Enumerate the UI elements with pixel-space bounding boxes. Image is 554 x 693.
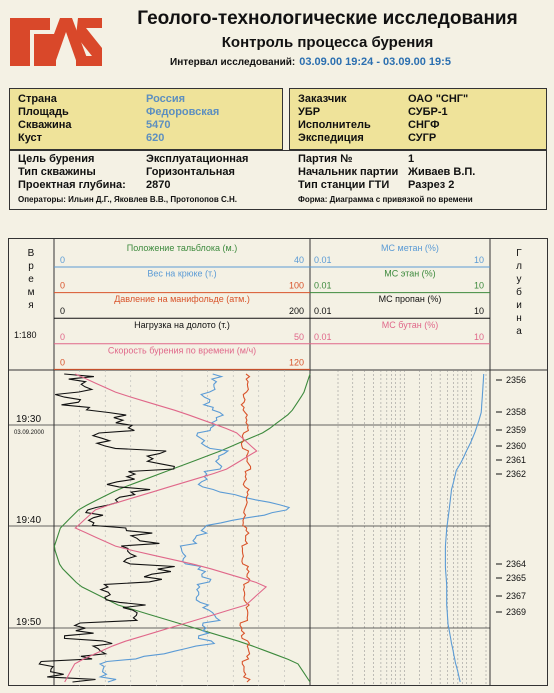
series-methane — [445, 374, 483, 682]
left-track-min: 0 — [60, 280, 66, 291]
depth-tick-label: 2360 — [506, 441, 527, 451]
depth-tick-label: 2364 — [506, 559, 527, 569]
series-drilling-rate — [65, 374, 266, 682]
page-subtitle: Контроль процесса бурения — [221, 34, 434, 51]
left-track-min: 0 — [60, 255, 66, 265]
time-axis-label-char: м — [27, 287, 35, 298]
right-track-title: МС этан (%) — [384, 268, 436, 279]
left-track-title: Нагрузка на долото (т.) — [134, 319, 230, 330]
left-track-min: 0 — [60, 357, 66, 368]
depth-tick-label: 2356 — [506, 375, 527, 385]
right-track-max: 10 — [473, 306, 484, 317]
right-track-min: 0.01 — [314, 255, 332, 265]
right-track-max: 10 — [473, 280, 484, 291]
depth-axis-label-char: Г — [516, 248, 522, 259]
series-bit-load — [39, 374, 174, 682]
time-axis-label-char: я — [28, 300, 34, 311]
time-tick-sublabel: 03.09.2000 — [14, 430, 45, 436]
right-track-title: МС метан (%) — [381, 243, 439, 253]
time-tick-label: 19:40 — [16, 515, 42, 526]
right-track-min: 0.01 — [314, 280, 332, 291]
depth-axis-label-char: у — [516, 274, 522, 285]
depth-tick-label: 2369 — [506, 607, 527, 617]
interval-label: Интервал исследований: — [170, 57, 296, 68]
depth-tick-label: 2361 — [506, 455, 527, 465]
left-track-max: 120 — [288, 357, 304, 368]
left-track-min: 0 — [60, 331, 66, 342]
left-track-title: Давление на манифольде (атм.) — [114, 294, 250, 305]
company-logo — [8, 14, 104, 70]
left-track-title: Скорость бурения по времени (м/ч) — [107, 345, 257, 356]
left-track-max: 40 — [293, 255, 304, 265]
depth-tick-label: 2365 — [506, 573, 527, 583]
depth-axis-label-char: б — [516, 287, 522, 298]
series-hook-weight — [100, 374, 289, 682]
time-axis-label-char: В — [27, 248, 35, 259]
right-track-max: 10 — [473, 255, 484, 265]
right-track-title: МС бутан (%) — [381, 319, 439, 330]
depth-tick-label: 2358 — [506, 407, 527, 417]
right-track-max: 10 — [473, 331, 484, 342]
depth-axis-label-char: л — [516, 261, 522, 272]
depth-tick-label: 2362 — [506, 469, 527, 479]
left-track-max: 50 — [293, 331, 304, 342]
interval-value: 03.09.00 19:24 - 03.09.00 19:5 — [299, 56, 451, 68]
drilling-log-svg — [8, 238, 548, 686]
form-line: Форма: Диаграмма с привязкой по времени — [298, 195, 473, 204]
time-scale-label: 1:180 — [14, 330, 37, 340]
depth-axis-label-char: а — [516, 326, 522, 337]
time-axis-label-char: р — [28, 261, 34, 272]
left-track-max: 100 — [288, 280, 304, 291]
series-manifold-pressure — [240, 374, 251, 682]
left-track-title: Вес на крюке (т.) — [147, 268, 217, 279]
drilling-log-chart — [8, 238, 548, 686]
left-track-title: Положение тальблока (м.) — [126, 243, 238, 253]
right-track-title: МС пропан (%) — [378, 294, 442, 305]
right-track-min: 0.01 — [314, 306, 332, 317]
right-track-min: 0.01 — [314, 331, 332, 342]
left-track-max: 200 — [288, 306, 304, 317]
depth-tick-label: 2367 — [506, 591, 527, 601]
interval-line — [170, 56, 451, 68]
left-track-min: 0 — [60, 306, 66, 317]
time-tick-label: 19:50 — [16, 617, 42, 628]
depth-axis-label-char: и — [516, 300, 522, 311]
depth-tick-label: 2359 — [506, 425, 527, 435]
time-tick-label: 19:30 — [16, 414, 42, 425]
page-title: Геолого-технологические исследования — [137, 8, 518, 29]
operators-line: Операторы: Ильин Д.Г., Яковлев В.В., Протопопов С.Н. — [18, 195, 237, 204]
time-axis-label-char: е — [28, 274, 34, 285]
depth-axis-label-char: н — [516, 313, 522, 324]
